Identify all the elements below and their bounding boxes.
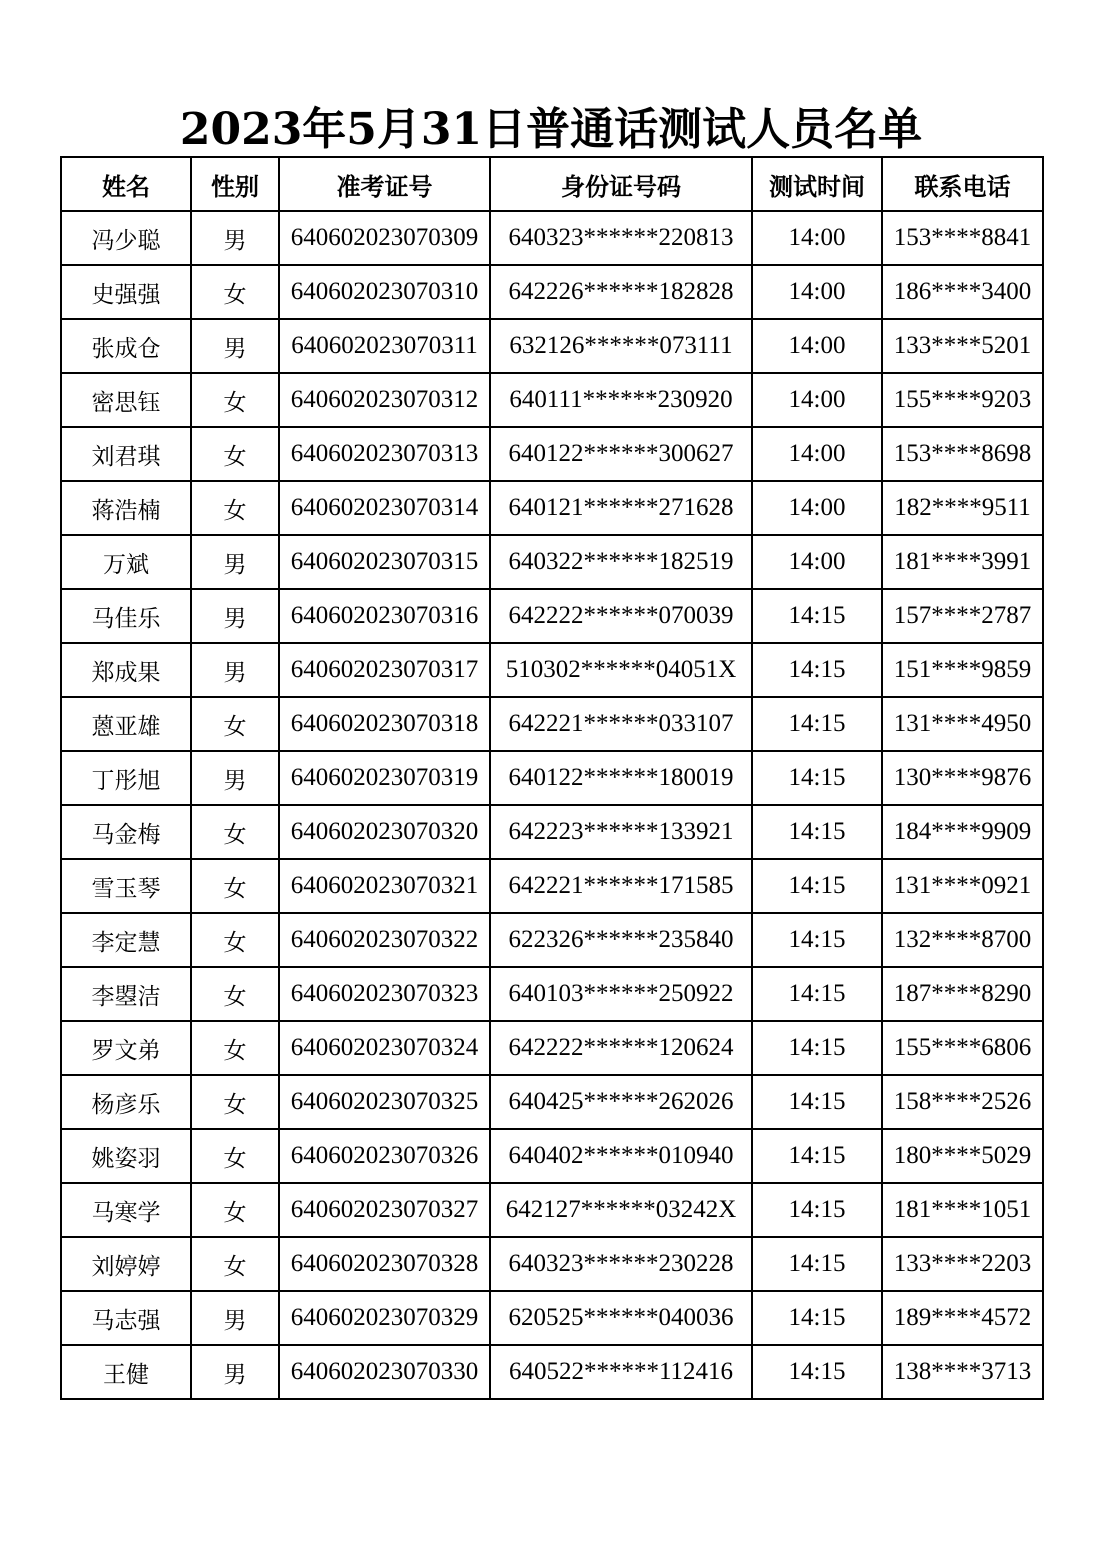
cell-gender: 女 bbox=[191, 1129, 279, 1183]
cell-exam-number: 640602023070323 bbox=[279, 967, 490, 1021]
cell-exam-number: 640602023070325 bbox=[279, 1075, 490, 1129]
cell-gender: 女 bbox=[191, 697, 279, 751]
cell-test-time: 14:15 bbox=[752, 589, 882, 643]
cell-name: 张成仓 bbox=[61, 319, 191, 373]
cell-exam-number: 640602023070311 bbox=[279, 319, 490, 373]
cell-id-number: 642223******133921 bbox=[490, 805, 752, 859]
table-row bbox=[61, 697, 1043, 751]
table-row bbox=[61, 1129, 1043, 1183]
header-id-number: 身份证号码 bbox=[490, 157, 752, 211]
cell-gender: 男 bbox=[191, 319, 279, 373]
cell-test-time: 14:15 bbox=[752, 1129, 882, 1183]
table-row bbox=[61, 589, 1043, 643]
cell-test-time: 14:00 bbox=[752, 211, 882, 265]
cell-name: 马寒学 bbox=[61, 1183, 191, 1237]
cell-gender: 女 bbox=[191, 481, 279, 535]
cell-name: 丁彤旭 bbox=[61, 751, 191, 805]
table-row bbox=[61, 1345, 1043, 1399]
cell-phone: 181****3991 bbox=[882, 535, 1043, 589]
cell-phone: 186****3400 bbox=[882, 265, 1043, 319]
table-row bbox=[61, 427, 1043, 481]
cell-id-number: 642221******033107 bbox=[490, 697, 752, 751]
cell-gender: 女 bbox=[191, 859, 279, 913]
cell-phone: 130****9876 bbox=[882, 751, 1043, 805]
cell-name: 冯少聪 bbox=[61, 211, 191, 265]
cell-test-time: 14:15 bbox=[752, 1345, 882, 1399]
header-exam-number: 准考证号 bbox=[279, 157, 490, 211]
cell-id-number: 642221******171585 bbox=[490, 859, 752, 913]
table-row bbox=[61, 1291, 1043, 1345]
cell-exam-number: 640602023070317 bbox=[279, 643, 490, 697]
cell-test-time: 14:15 bbox=[752, 697, 882, 751]
cell-test-time: 14:15 bbox=[752, 643, 882, 697]
cell-test-time: 14:00 bbox=[752, 373, 882, 427]
cell-phone: 157****2787 bbox=[882, 589, 1043, 643]
cell-name: 郑成果 bbox=[61, 643, 191, 697]
table-row bbox=[61, 643, 1043, 697]
table-row bbox=[61, 859, 1043, 913]
cell-name: 马志强 bbox=[61, 1291, 191, 1345]
cell-gender: 女 bbox=[191, 805, 279, 859]
cell-name: 蒋浩楠 bbox=[61, 481, 191, 535]
cell-exam-number: 640602023070328 bbox=[279, 1237, 490, 1291]
cell-phone: 189****4572 bbox=[882, 1291, 1043, 1345]
cell-test-time: 14:15 bbox=[752, 751, 882, 805]
cell-gender: 男 bbox=[191, 643, 279, 697]
cell-name: 刘婷婷 bbox=[61, 1237, 191, 1291]
cell-exam-number: 640602023070329 bbox=[279, 1291, 490, 1345]
table-row bbox=[61, 265, 1043, 319]
header-phone: 联系电话 bbox=[882, 157, 1043, 211]
cell-exam-number: 640602023070313 bbox=[279, 427, 490, 481]
table-row bbox=[61, 1075, 1043, 1129]
cell-phone: 138****3713 bbox=[882, 1345, 1043, 1399]
page-title: 2023年5月31日普通话测试人员名单 bbox=[179, 104, 923, 155]
cell-gender: 男 bbox=[191, 211, 279, 265]
cell-name: 雪玉琴 bbox=[61, 859, 191, 913]
header-test-time: 测试时间 bbox=[752, 157, 882, 211]
cell-gender: 女 bbox=[191, 427, 279, 481]
cell-phone: 155****9203 bbox=[882, 373, 1043, 427]
cell-name: 罗文弟 bbox=[61, 1021, 191, 1075]
header-row bbox=[61, 157, 1043, 211]
cell-name: 马佳乐 bbox=[61, 589, 191, 643]
table-row bbox=[61, 319, 1043, 373]
cell-exam-number: 640602023070324 bbox=[279, 1021, 490, 1075]
cell-test-time: 14:00 bbox=[752, 265, 882, 319]
cell-id-number: 640122******300627 bbox=[490, 427, 752, 481]
cell-id-number: 640323******230228 bbox=[490, 1237, 752, 1291]
cell-name: 杨彦乐 bbox=[61, 1075, 191, 1129]
cell-gender: 女 bbox=[191, 967, 279, 1021]
table-row bbox=[61, 751, 1043, 805]
cell-name: 万斌 bbox=[61, 535, 191, 589]
cell-name: 姚姿羽 bbox=[61, 1129, 191, 1183]
roster-table bbox=[60, 156, 1044, 1400]
cell-exam-number: 640602023070310 bbox=[279, 265, 490, 319]
cell-phone: 158****2526 bbox=[882, 1075, 1043, 1129]
cell-test-time: 14:15 bbox=[752, 1237, 882, 1291]
cell-test-time: 14:15 bbox=[752, 1183, 882, 1237]
cell-gender: 男 bbox=[191, 535, 279, 589]
cell-exam-number: 640602023070314 bbox=[279, 481, 490, 535]
cell-id-number: 642226******182828 bbox=[490, 265, 752, 319]
cell-test-time: 14:00 bbox=[752, 481, 882, 535]
table-row bbox=[61, 913, 1043, 967]
cell-gender: 女 bbox=[191, 913, 279, 967]
cell-exam-number: 640602023070321 bbox=[279, 859, 490, 913]
cell-phone: 180****5029 bbox=[882, 1129, 1043, 1183]
roster-body bbox=[61, 211, 1043, 1399]
cell-id-number: 640323******220813 bbox=[490, 211, 752, 265]
cell-name: 密思钰 bbox=[61, 373, 191, 427]
cell-test-time: 14:00 bbox=[752, 535, 882, 589]
cell-gender: 男 bbox=[191, 589, 279, 643]
cell-name: 李曌洁 bbox=[61, 967, 191, 1021]
cell-name: 李定慧 bbox=[61, 913, 191, 967]
table-row bbox=[61, 481, 1043, 535]
cell-id-number: 632126******073111 bbox=[490, 319, 752, 373]
cell-test-time: 14:15 bbox=[752, 859, 882, 913]
cell-id-number: 640522******112416 bbox=[490, 1345, 752, 1399]
cell-exam-number: 640602023070312 bbox=[279, 373, 490, 427]
cell-exam-number: 640602023070330 bbox=[279, 1345, 490, 1399]
cell-exam-number: 640602023070322 bbox=[279, 913, 490, 967]
cell-exam-number: 640602023070320 bbox=[279, 805, 490, 859]
cell-exam-number: 640602023070316 bbox=[279, 589, 490, 643]
cell-id-number: 620525******040036 bbox=[490, 1291, 752, 1345]
table-row bbox=[61, 211, 1043, 265]
cell-phone: 153****8841 bbox=[882, 211, 1043, 265]
cell-test-time: 14:00 bbox=[752, 319, 882, 373]
cell-exam-number: 640602023070326 bbox=[279, 1129, 490, 1183]
header-gender: 性别 bbox=[191, 157, 279, 211]
cell-id-number: 640322******182519 bbox=[490, 535, 752, 589]
cell-phone: 151****9859 bbox=[882, 643, 1043, 697]
cell-name: 史强强 bbox=[61, 265, 191, 319]
cell-test-time: 14:15 bbox=[752, 1291, 882, 1345]
cell-id-number: 640103******250922 bbox=[490, 967, 752, 1021]
cell-gender: 女 bbox=[191, 1075, 279, 1129]
cell-exam-number: 640602023070315 bbox=[279, 535, 490, 589]
cell-phone: 131****4950 bbox=[882, 697, 1043, 751]
cell-exam-number: 640602023070309 bbox=[279, 211, 490, 265]
cell-phone: 133****5201 bbox=[882, 319, 1043, 373]
cell-name: 蒽亚雄 bbox=[61, 697, 191, 751]
cell-phone: 153****8698 bbox=[882, 427, 1043, 481]
cell-id-number: 642222******120624 bbox=[490, 1021, 752, 1075]
cell-id-number: 640121******271628 bbox=[490, 481, 752, 535]
table-row bbox=[61, 967, 1043, 1021]
cell-exam-number: 640602023070327 bbox=[279, 1183, 490, 1237]
table-row bbox=[61, 1183, 1043, 1237]
cell-gender: 男 bbox=[191, 1345, 279, 1399]
cell-test-time: 14:00 bbox=[752, 427, 882, 481]
cell-phone: 181****1051 bbox=[882, 1183, 1043, 1237]
cell-phone: 184****9909 bbox=[882, 805, 1043, 859]
cell-name: 马金梅 bbox=[61, 805, 191, 859]
cell-id-number: 640122******180019 bbox=[490, 751, 752, 805]
table-row bbox=[61, 1237, 1043, 1291]
cell-test-time: 14:15 bbox=[752, 967, 882, 1021]
header-name: 姓名 bbox=[61, 157, 191, 211]
table-row bbox=[61, 373, 1043, 427]
cell-id-number: 642222******070039 bbox=[490, 589, 752, 643]
cell-exam-number: 640602023070318 bbox=[279, 697, 490, 751]
cell-gender: 男 bbox=[191, 1291, 279, 1345]
cell-gender: 女 bbox=[191, 373, 279, 427]
cell-id-number: 622326******235840 bbox=[490, 913, 752, 967]
cell-gender: 男 bbox=[191, 751, 279, 805]
cell-id-number: 510302******04051X bbox=[490, 643, 752, 697]
table-row bbox=[61, 805, 1043, 859]
cell-phone: 133****2203 bbox=[882, 1237, 1043, 1291]
cell-name: 刘君琪 bbox=[61, 427, 191, 481]
cell-phone: 155****6806 bbox=[882, 1021, 1043, 1075]
cell-gender: 女 bbox=[191, 265, 279, 319]
cell-phone: 187****8290 bbox=[882, 967, 1043, 1021]
cell-id-number: 640425******262026 bbox=[490, 1075, 752, 1129]
table-row bbox=[61, 1021, 1043, 1075]
cell-test-time: 14:15 bbox=[752, 1075, 882, 1129]
cell-id-number: 640402******010940 bbox=[490, 1129, 752, 1183]
cell-id-number: 640111******230920 bbox=[490, 373, 752, 427]
cell-test-time: 14:15 bbox=[752, 805, 882, 859]
cell-test-time: 14:15 bbox=[752, 913, 882, 967]
table-row bbox=[61, 535, 1043, 589]
cell-phone: 131****0921 bbox=[882, 859, 1043, 913]
cell-name: 王健 bbox=[61, 1345, 191, 1399]
cell-test-time: 14:15 bbox=[752, 1021, 882, 1075]
cell-id-number: 642127******03242X bbox=[490, 1183, 752, 1237]
cell-phone: 132****8700 bbox=[882, 913, 1043, 967]
cell-exam-number: 640602023070319 bbox=[279, 751, 490, 805]
cell-gender: 女 bbox=[191, 1183, 279, 1237]
cell-phone: 182****9511 bbox=[882, 481, 1043, 535]
cell-gender: 女 bbox=[191, 1237, 279, 1291]
cell-gender: 女 bbox=[191, 1021, 279, 1075]
